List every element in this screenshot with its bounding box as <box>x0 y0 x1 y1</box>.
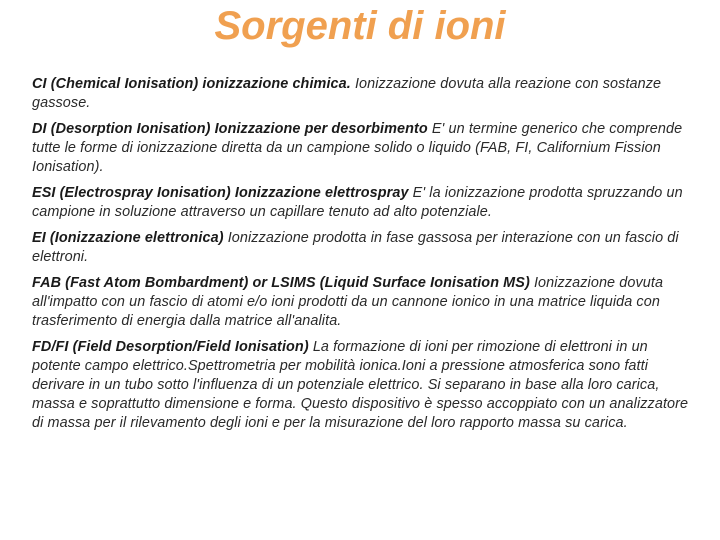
term-fab: FAB (Fast Atom Bombardment) or LSIMS (Liquid Surface Ionisation MS) <box>32 275 530 291</box>
paragraph-esi <box>32 184 690 222</box>
description-di: E' un termine generico che comprende tutte le forme di ionizzazione diretta da un campione solido o liquido (FAB, FI, Californium Fission Ionisation). <box>32 121 683 175</box>
term-esi: ESI (Electrospray Ionisation) Ionizzazione elettrospray <box>32 185 409 201</box>
term-fd-fi: FD/FI (Field Desorption/Field Ionisation) <box>32 339 309 355</box>
term-ci: CI (Chemical Ionisation) ionizzazione chimica. <box>32 76 351 92</box>
description-esi: E' la ionizzazione prodotta spruzzando un campione in soluzione attraverso un capillare tenuto ad alto potenziale. <box>32 185 683 220</box>
term-ei: EI (Ionizzazione elettronica) <box>32 230 224 246</box>
content-body <box>32 75 690 440</box>
description-fab: Ionizzazione dovuta all'impatto con un fascio di atomi e/o ioni prodotti da un cannone ionico in una matrice liquida con trasferimento di energia dalla matrice all'analita. <box>32 275 664 329</box>
term-di: DI (Desorption Ionisation) Ionizzazione per desorbimento <box>32 121 428 137</box>
description-ci: Ionizzazione dovuta alla reazione con sostanze gassose. <box>32 76 662 111</box>
description-fd-fi: La formazione di ioni per rimozione di elettroni in un potente campo elettrico.Spettrometria per mobilità ionica.Ioni a pressione atmosferica sono fatti derivare in un tubo sotto l'influenza di un potenziale elettrico. Si separano in base alla loro carica, massa e soprattutto dimensione e forma. Questo dispositivo è spesso accoppiato con un analizzatore di massa per il rilevamento degli ioni e per la misurazione del loro rapporto massa su carica. <box>32 339 689 431</box>
description-ei: Ionizzazione prodotta in fase gassosa per interazione con un fascio di elettroni. <box>32 230 679 265</box>
paragraph-fab <box>32 274 690 331</box>
paragraph-di <box>32 120 690 177</box>
paragraph-ei <box>32 229 690 267</box>
paragraph-fd-fi <box>32 338 690 433</box>
paragraph-ci <box>32 75 690 113</box>
page-title: Sorgenti di ioni <box>214 4 506 48</box>
